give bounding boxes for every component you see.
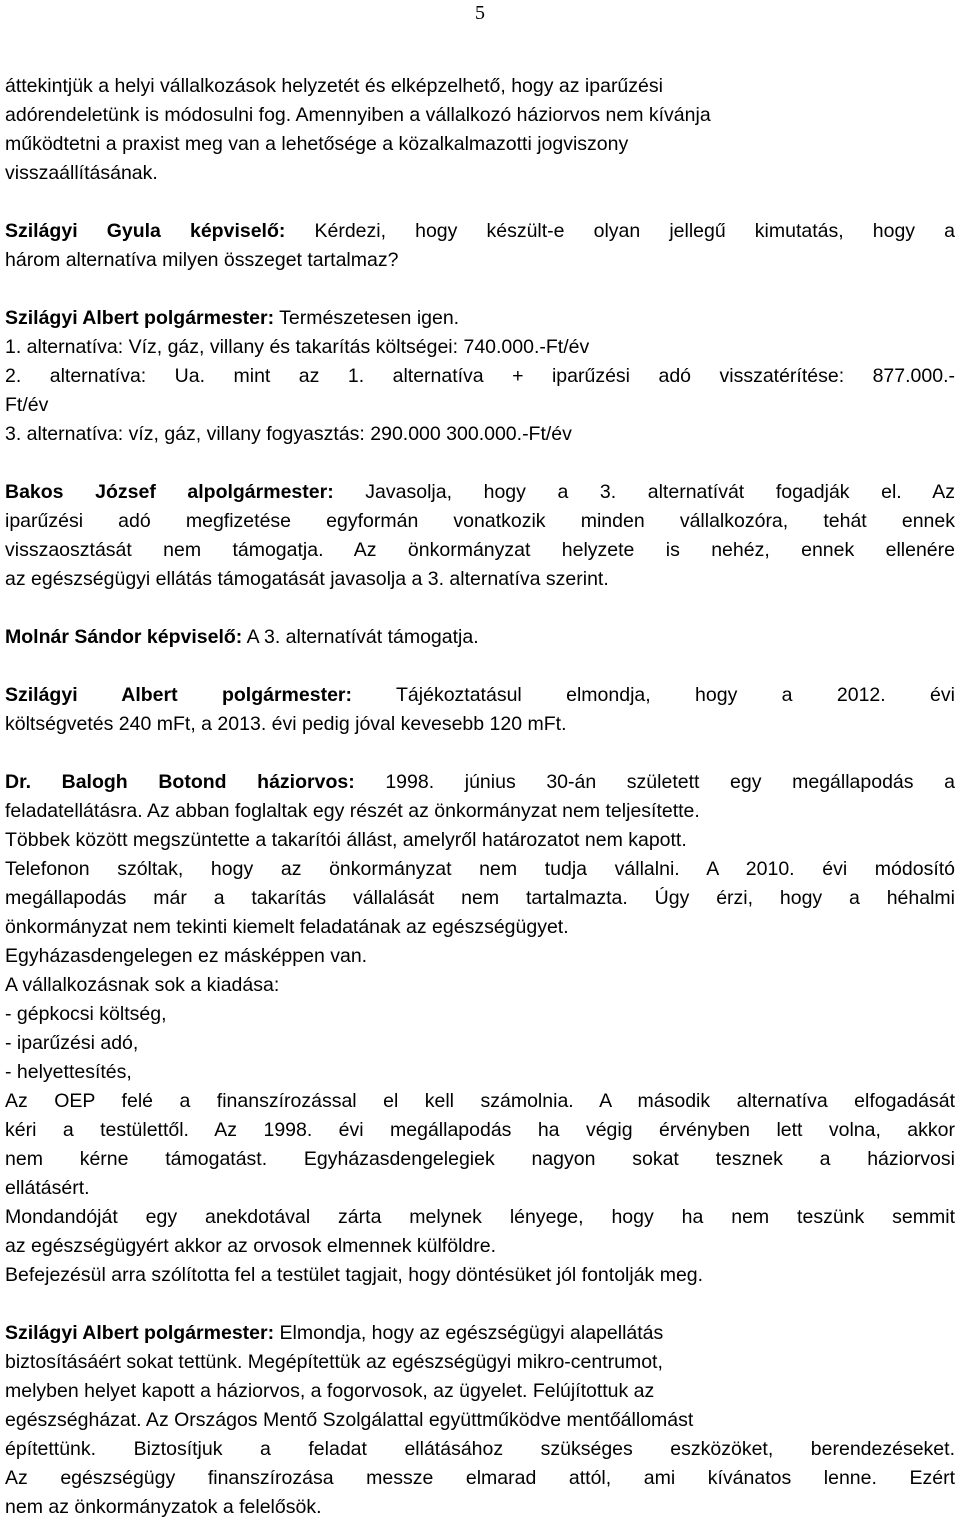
- text-line: egészségházat. Az Országos Mentő Szolgálattal együttműködve mentőállomást: [5, 1409, 694, 1431]
- list-item: - iparűzési adó,: [5, 1032, 139, 1054]
- text-line: ellátásért.: [5, 1177, 90, 1199]
- text-line: [5, 1319, 955, 1348]
- text-line: adórendeletünk is módosulni fog. Amennyiben a vállalkozó háziorvos nem kívánja: [5, 104, 711, 126]
- text-line: [5, 304, 955, 333]
- text-line: nem kérne támogatást. Egyházasdengelegiek nagyon sokat tesznek a háziorvosi: [5, 1148, 955, 1170]
- speaker-name: Szilágyi Gyula képviselő:: [5, 220, 286, 242]
- speaker-name: Szilágyi Albert polgármester:: [5, 307, 275, 329]
- speech-text: Kérdezi, hogy készült-e olyan jellegű kimutatás, hogy a: [285, 220, 955, 242]
- text-line: az egészségügyi ellátás támogatását javasolja a 3. alternatíva szerint.: [5, 568, 609, 590]
- paragraph-balogh: [5, 768, 955, 1290]
- text-line: áttekintjük a helyi vállalkozások helyzetét és elképzelhető, hogy az iparűzési: [5, 75, 663, 97]
- speaker-name: Szilágyi Albert polgármester:: [5, 1322, 275, 1344]
- alternative-1: 1. alternatíva: Víz, gáz, villany és takarítás költségei: 740.000.-Ft/év: [5, 336, 590, 358]
- text-line: Az OEP felé a finanszírozással el kell számolnia. A második alternatíva elfogadását: [5, 1090, 955, 1112]
- text-line: működtetni a praxist meg van a lehetősége a közalkalmazotti jogviszony: [5, 133, 629, 155]
- document-body: [5, 72, 955, 1522]
- text-line: Egyházasdengelegen ez másképpen van.: [5, 945, 368, 967]
- speech-text: 1998. június 30-án született egy megállapodás a: [354, 771, 955, 793]
- alternative-2: 2. alternatíva: Ua. mint az 1. alternatíva + iparűzési adó visszatérítése: 877.000.-: [5, 365, 955, 387]
- text-line: [5, 681, 955, 710]
- text-line: iparűzési adó megfizetése egyformán vonatkozik minden vállalkozóra, tehát ennek: [5, 510, 955, 532]
- text-line: önkormányzat nem tekinti kiemelt feladatának az egészségügyet.: [5, 916, 569, 938]
- text-line: melyben helyet kapott a háziorvos, a fogorvosok, az ügyelet. Felújítottuk az: [5, 1380, 655, 1402]
- list-item: - gépkocsi költség,: [5, 1003, 167, 1025]
- text-line: [5, 768, 955, 797]
- text-line: megállapodás már a takarítás vállalását nem tartalmazta. Úgy érzi, hogy a héhalmi: [5, 887, 955, 909]
- text-line: Befejezésül arra szólította fel a testület tagjait, hogy döntésüket jól fontolják meg.: [5, 1264, 704, 1286]
- speech-text: A 3. alternatívát támogatja.: [242, 626, 479, 648]
- speaker-name: Molnár Sándor képviselő:: [5, 626, 243, 648]
- text-line: kéri a testülettől. Az 1998. évi megállapodás ha végig érvényben lett volna, akkor: [5, 1119, 955, 1141]
- speech-text: Javasolja, hogy a 3. alternatívát fogadják el. Az: [333, 481, 955, 503]
- paragraph-szilagyi-gyula: [5, 217, 955, 275]
- text-line: költségvetés 240 mFt, a 2013. évi pedig jóval kevesebb 120 mFt.: [5, 713, 567, 735]
- text-line: A vállalkozásnak sok a kiadása:: [5, 974, 280, 996]
- text-line: [5, 623, 955, 652]
- text-line: Az egészségügy finanszírozása messze elmarad attól, ami kívánatos lenne. Ezért: [5, 1467, 955, 1489]
- speaker-name: Szilágyi Albert polgármester:: [5, 684, 352, 706]
- text-line: Ft/év: [5, 394, 49, 416]
- text-line: feladatellátásra. Az abban foglaltak egy részét az önkormányzat nem teljesítette.: [5, 800, 700, 822]
- text-line: biztosításáért sokat tettünk. Megépítettük az egészségügyi mikro-centrumot,: [5, 1351, 663, 1373]
- paragraph-polgarmester-budget: [5, 681, 955, 739]
- paragraph-polgarmester-closing: [5, 1319, 955, 1522]
- paragraph-intro: [5, 72, 955, 188]
- text-line: Telefonon szóltak, hogy az önkormányzat nem tudja vállalni. A 2010. évi módosító: [5, 858, 955, 880]
- list-item: - helyettesítés,: [5, 1061, 132, 1083]
- page-number: 5: [475, 2, 485, 24]
- text-line: Mondandóját egy anekdotával zárta melynek lényege, hogy ha nem teszünk semmit: [5, 1206, 955, 1228]
- text-line: visszaállításának.: [5, 162, 158, 184]
- text-line: az egészségügyért akkor az orvosok elmennek külföldre.: [5, 1235, 497, 1257]
- text-line: építettünk. Biztosítjuk a feladat ellátásához szükséges eszközöket, berendezéseket.: [5, 1438, 955, 1460]
- speech-text: Elmondja, hogy az egészségügyi alapellátás: [274, 1322, 664, 1344]
- speech-text: Természetesen igen.: [274, 307, 460, 329]
- text-line: nem az önkormányzatok a felelősök.: [5, 1496, 322, 1518]
- speaker-name: Dr. Balogh Botond háziorvos:: [5, 771, 355, 793]
- speaker-name: Bakos József alpolgármester:: [5, 481, 334, 503]
- text-line: [5, 478, 955, 507]
- paragraph-polgarmester-alternatives: [5, 304, 955, 449]
- text-line: [5, 217, 955, 246]
- paragraph-bakos: [5, 478, 955, 594]
- alternative-3: 3. alternatíva: víz, gáz, villany fogyasztás: 290.000 300.000.-Ft/év: [5, 423, 572, 445]
- speech-text: Tájékoztatásul elmondja, hogy a 2012. évi: [352, 684, 955, 706]
- text-line: három alternatíva milyen összeget tartalmaz?: [5, 249, 399, 271]
- paragraph-molnar: [5, 623, 955, 652]
- text-line: visszaosztását nem támogatja. Az önkormányzat helyzete is nehéz, ennek ellenére: [5, 539, 955, 561]
- text-line: Többek között megszüntette a takarítói állást, amelyről határozatot nem kapott.: [5, 829, 687, 851]
